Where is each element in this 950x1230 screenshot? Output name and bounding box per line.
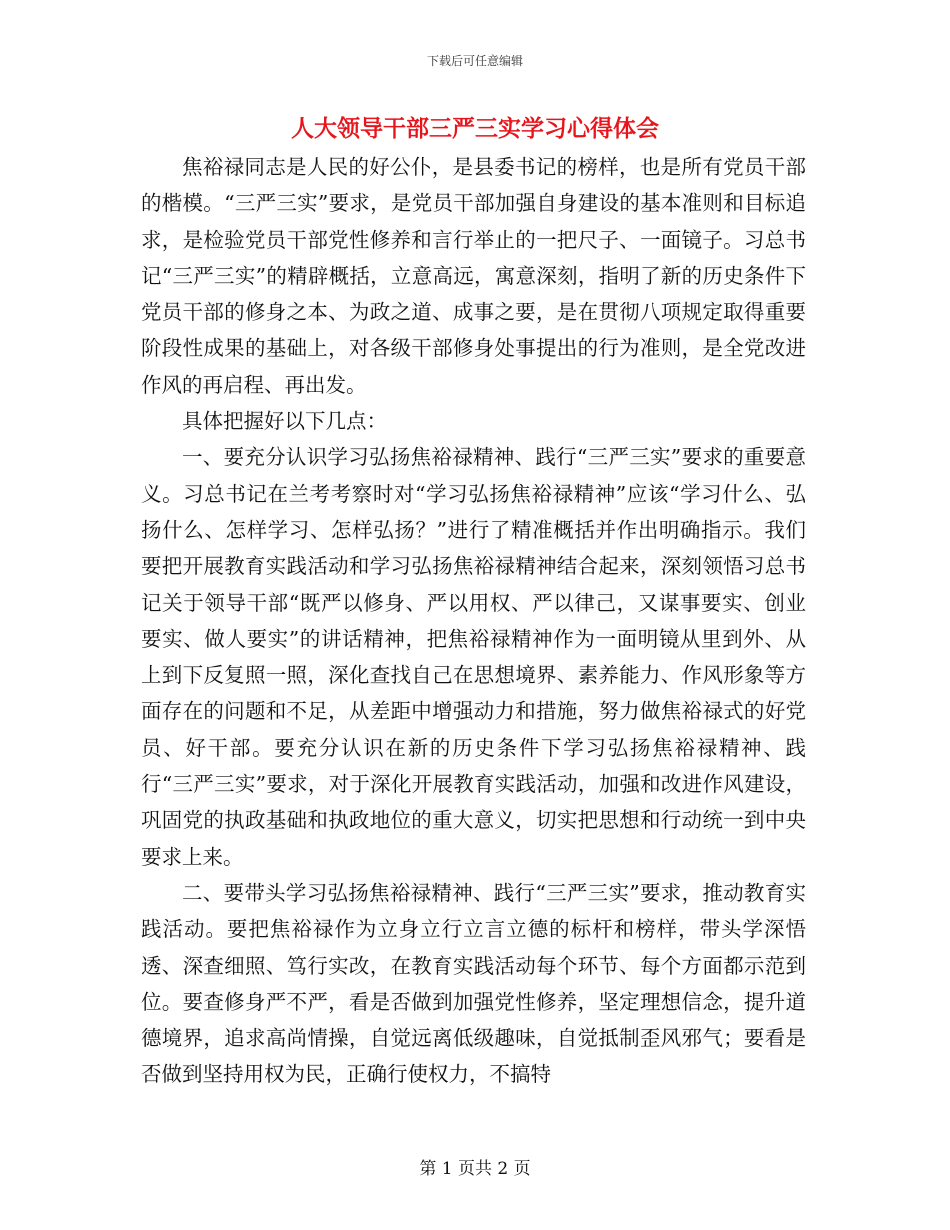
document-title: 人大领导干部三严三实学习心得体会 — [291, 115, 659, 142]
page-header-note: 下载后可任意编辑 — [426, 54, 523, 68]
page-footer-number: 第 1 页共 2 页 — [419, 1159, 531, 1179]
paragraph: 二、要带头学习弘扬焦裕禄精神、践行“三严三实”要求，推动教育实践活动。要把焦裕禄作为立身立行立言立德的标杆和榜样，带头学深悟透、深查细照、笃行实改，在教育实践活动每个环节、每个方面都示范到位。要查修身严不严，看是否做到加强党性修养，坚定理想信念，提升道德境界，追求高尚情操，自觉远离低级趣味，自觉抵制歪风邪气；要看是否做到坚持用权为民，正确行使权力，不搞特 — [141, 880, 806, 1087]
paragraph: 一、要充分认识学习弘扬焦裕禄精神、践行“三严三实”要求的重要意义。习总书记在兰考考察时对“学习弘扬焦裕禄精神”应该“学习什么、弘扬什么、怎样学习、怎样弘扬？”进行了精准概括并作出明确指示。我们要把开展教育实践活动和学习弘扬焦裕禄精神结合起来，深刻领悟习总书记关于领导干部“既严以修身、严以用权、严以律己，又谋事要实、创业要实、做人要实”的讲话精神，把焦裕禄精神作为一面明镜从里到外、从上到下反复照一照，深化查找自己在思想境界、素养能力、作风形象等方面存在的问题和不足，从差距中增强动力和措施，努力做焦裕禄式的好党员、好干部。要充分认识在新的历史条件下学习弘扬焦裕禄精神、践行“三严三实”要求，对于深化开展教育实践活动，加强和改进作风建设，巩固党的执政基础和执政地位的重大意义，切实把思想和行动统一到中央要求上来。 — [141, 445, 806, 869]
paragraph: 焦裕禄同志是人民的好公仆，是县委书记的榜样，也是所有党员干部的楷模。“三严三实”要求，是党员干部加强自身建设的基本准则和目标追求，是检验党员干部党性修养和言行举止的一把尺子、一面镜子。习总书记“三严三实”的精辟概括，立意高远，寓意深刻，指明了新的历史条件下党员干部的修身之本、为政之道、成事之要，是在贯彻八项规定取得重要阶段性成果的基础上，对各级干部修身处事提出的行为准则，是全党改进作风的再启程、再出发。 — [141, 155, 806, 397]
paragraph: 具体把握好以下几点： — [182, 409, 387, 434]
document-body — [141, 149, 806, 1093]
